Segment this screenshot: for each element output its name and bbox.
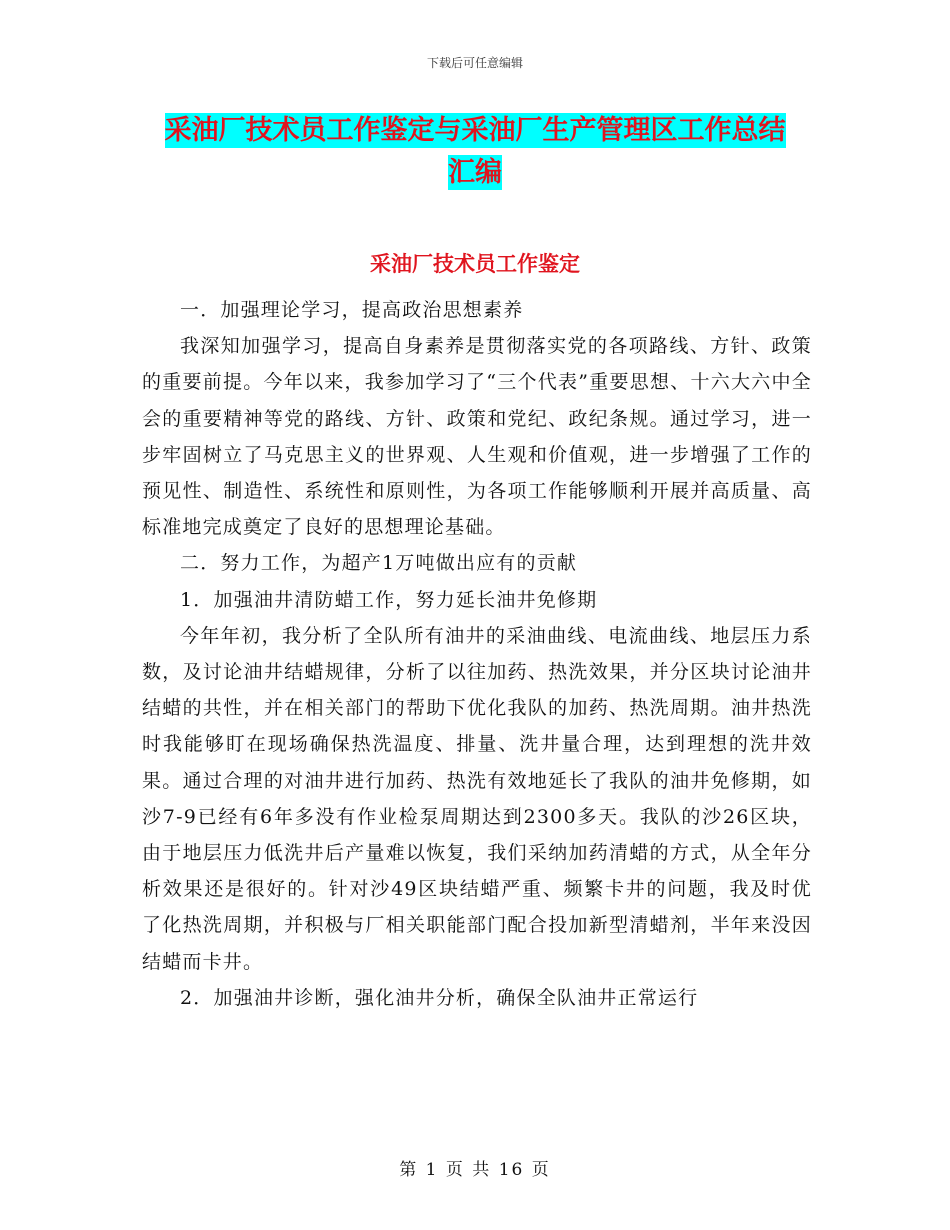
paragraph-subheading-1: 1．加强油井清防蜡工作，努力延长油井免修期 — [180, 588, 598, 611]
page-number-footer: 第 1 页 共 16 页 — [399, 1160, 551, 1180]
document-title-line-1: 采油厂技术员工作鉴定与采油厂生产管理区工作总结 — [164, 115, 786, 146]
paragraph-subheading-2: 2．加强油井诊断，强化油井分析，确保全队油井正常运行 — [180, 986, 699, 1009]
paragraph-heading-1: 一．加强理论学习，提高政治思想素养 — [180, 299, 524, 321]
paragraph: 我深知加强学习，提高自身素养是贯彻落实党的各项路线、方针、政策的重要前提。今年以来，我参加学习了“三个代表”重要思想、十六大六中全会的重要精神等党的路线、方针、政策和党纪、政纪条规。通过学习，进一步牢固树立了马克思主义的世界观、人生观和价值观，进一步增强了工作的预见性、制造性、系统性和原则性，为各项工作能够顺利开展并高质量、高标准地完成奠定了良好的思想理论基础。 — [142, 335, 812, 539]
section-title: 采油厂技术员工作鉴定 — [370, 252, 580, 276]
document-title-line-2: 汇编 — [448, 157, 502, 188]
document-title — [140, 110, 810, 194]
header-note: 下载后可任意编辑 — [426, 56, 523, 70]
document-body — [142, 292, 812, 1016]
paragraph-heading-2: 二．努力工作，为超产1万吨做出应有的贡献 — [180, 552, 578, 575]
paragraph: 今年年初，我分析了全队所有油井的采油曲线、电流曲线、地层压力系数，及讨论油井结蜡规律，分析了以往加药、热洗效果，并分区块讨论油井结蜡的共性，并在相关部门的帮助下优化我队的加药、热洗周期。油井热洗时我能够盯在现场确保热洗温度、排量、洗井量合理，达到理想的洗井效果。通过合理的对油井进行加药、热洗有效地延长了我队的油井免修期，如沙7-9已经有6年多没有作业检泵周期达到2300多天。我队的沙26区块，由于地层压力低洗井后产量难以恢复，我们采纳加药清蜡的方式，从全年分析效果还是很好的。针对沙49区块结蜡严重、频繁卡井的问题，我及时优了化热洗周期，并积极与厂相关职能部门配合投加新型清蜡剂，半年来没因结蜡而卡井。 — [142, 624, 812, 973]
